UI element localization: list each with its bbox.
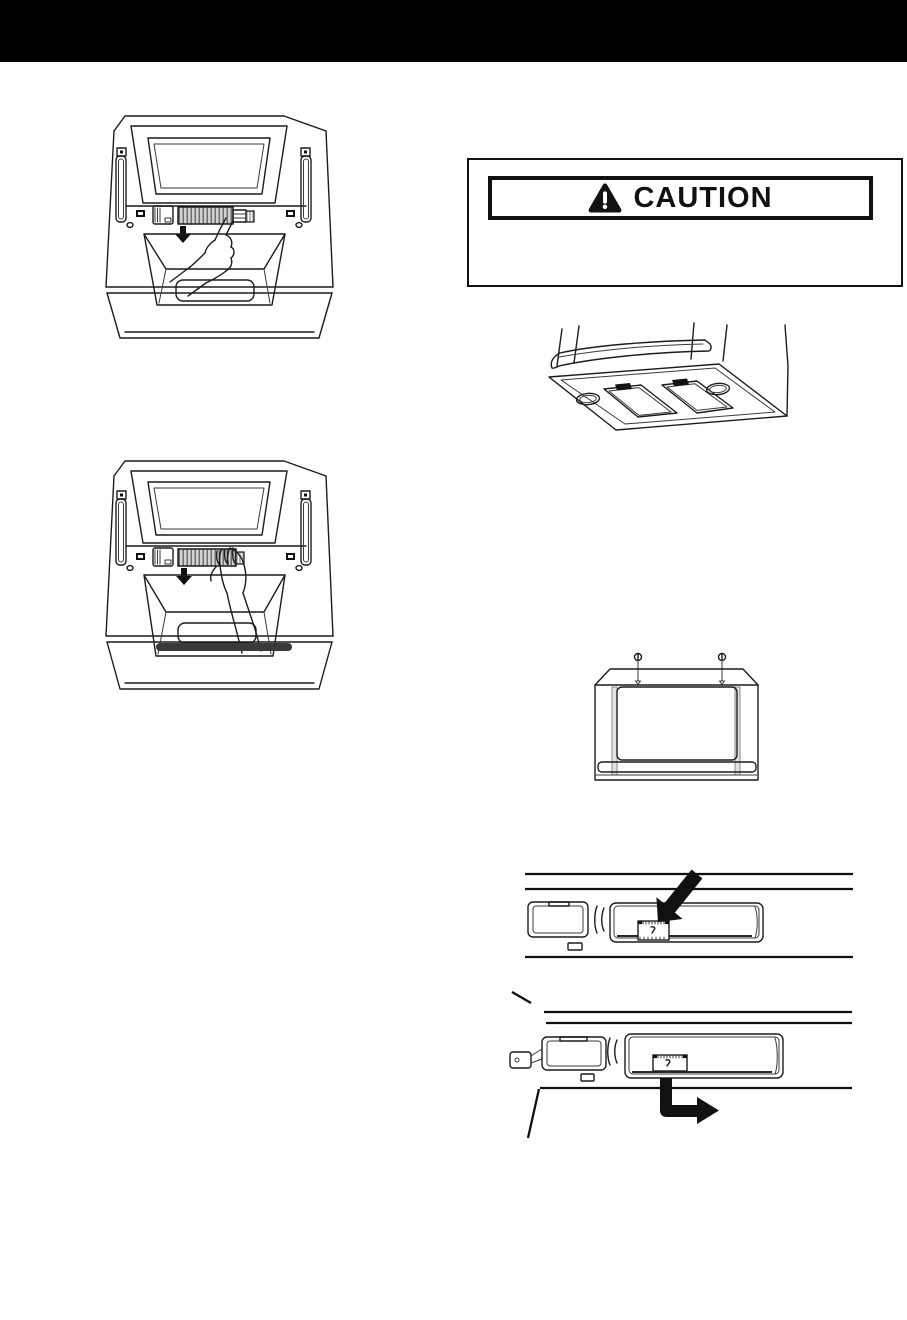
right-slide-rail xyxy=(286,148,311,227)
oven-cavity xyxy=(144,234,285,305)
charcoal-filter-remove-drawing xyxy=(500,990,885,1142)
figure-microwave-underside xyxy=(535,300,855,435)
caution-label: CAUTION xyxy=(633,181,773,214)
figure-charcoal-filter-remove xyxy=(500,990,885,1142)
push-down-arrow-icon xyxy=(176,568,192,585)
vent-grille-opening xyxy=(542,1037,606,1081)
remove-arrow-icon xyxy=(660,1078,719,1124)
lower-left-edge xyxy=(528,1089,539,1138)
charcoal-filter-insert-drawing xyxy=(505,866,885,966)
vent-bar xyxy=(598,762,756,772)
open-door-panel xyxy=(126,126,306,206)
page-header-bar xyxy=(0,0,907,62)
figure-mounting-screws xyxy=(582,645,792,795)
right-slide-rail xyxy=(286,491,311,570)
mounting-clip xyxy=(510,1049,542,1068)
caution-box xyxy=(467,158,903,287)
figure-charcoal-filter-insert xyxy=(505,866,885,966)
filter-slot xyxy=(625,1034,783,1078)
insert-arrow-icon xyxy=(656,870,702,923)
lamp-housing xyxy=(153,548,173,566)
door-handle xyxy=(551,340,711,368)
figure-grease-filter-install xyxy=(98,455,353,707)
top-edge-lines xyxy=(512,992,852,1023)
pointing-hand xyxy=(170,218,234,296)
grease-filter-push-drawing xyxy=(98,110,353,358)
vent-grille-opening xyxy=(528,902,588,950)
hinge-marks xyxy=(595,906,604,933)
charcoal-filter xyxy=(638,921,669,940)
oven-cavity xyxy=(144,575,292,656)
open-door-panel xyxy=(126,471,306,546)
mounting-screws-drawing xyxy=(582,645,792,795)
warning-triangle-icon xyxy=(588,183,622,213)
grease-filter xyxy=(178,549,244,566)
cavity-floor-band xyxy=(156,643,292,651)
door-window xyxy=(617,687,737,760)
charcoal-filter xyxy=(653,1055,687,1071)
microwave-underside-drawing xyxy=(535,300,855,435)
microwave-front xyxy=(595,669,758,780)
grease-filter-install-drawing xyxy=(98,455,353,707)
cooktop-light-right xyxy=(706,382,730,395)
caution-header xyxy=(488,176,873,220)
filter-slot xyxy=(610,903,763,942)
lamp-housing xyxy=(153,206,173,224)
hinge-marks xyxy=(608,1038,617,1065)
figure-grease-filter-push xyxy=(98,110,353,358)
bottom-panel xyxy=(549,364,787,430)
grease-filter xyxy=(178,207,254,224)
